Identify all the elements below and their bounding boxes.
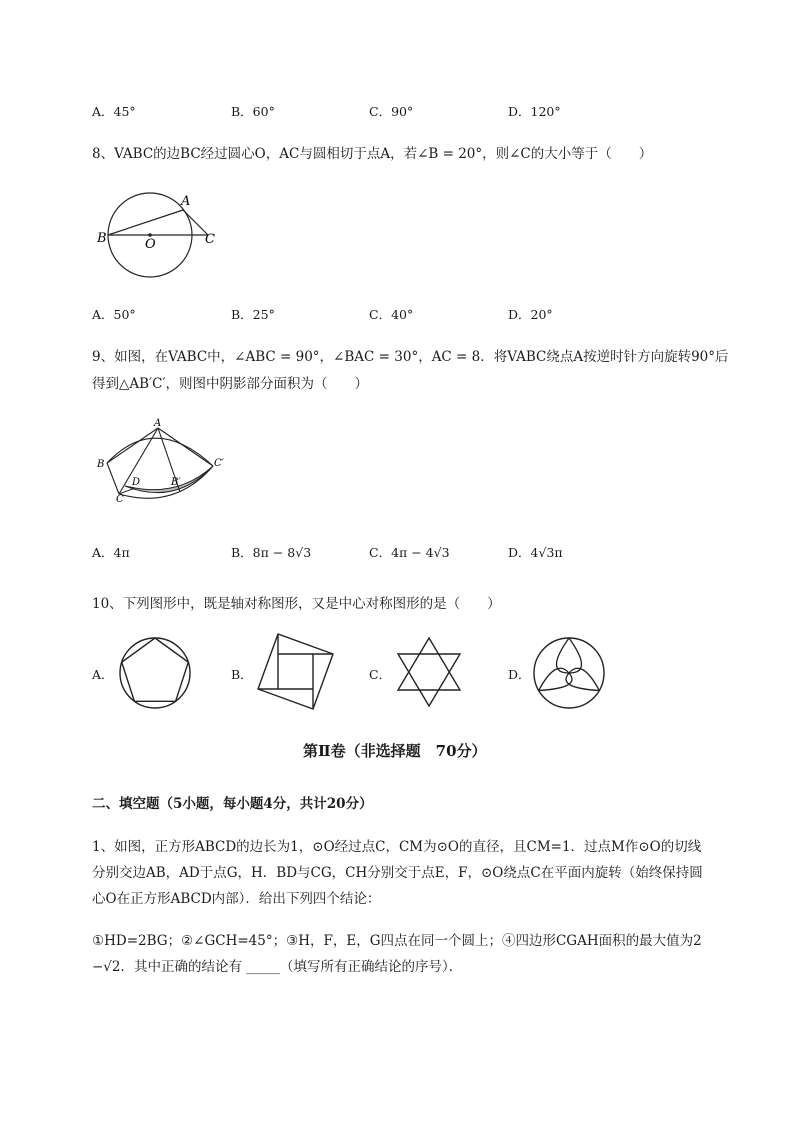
part2-title: 第Ⅱ卷（非选择题 70分） bbox=[303, 742, 487, 760]
hexagram-figure bbox=[394, 636, 464, 708]
q9-label-c-prime: C′ bbox=[214, 458, 224, 469]
q10-text: 10、下列图形中，既是轴对称图形，又是中心对称图形的是（ ） bbox=[92, 596, 501, 612]
q9-text-line2: 得到△AB′C′，则图中阴影部分面积为（ ） bbox=[92, 376, 369, 392]
square-pinwheel-figure bbox=[258, 634, 338, 714]
q7-option-d: D．120° bbox=[508, 104, 561, 119]
q10-option-b-label: B． bbox=[231, 667, 253, 682]
q9-figure bbox=[95, 420, 235, 510]
q8-label-b: B bbox=[97, 231, 107, 246]
q8-option-b: B．25° bbox=[231, 307, 275, 322]
part2-subtitle: 二、填空题（5小题，每小题4分，共计20分） bbox=[92, 796, 373, 812]
q9-label-c: C bbox=[116, 494, 124, 505]
q8-label-c: C bbox=[205, 232, 215, 247]
fill1-line3: 心O在正方形ABCD内部）．给出下列四个结论： bbox=[92, 891, 381, 907]
q10-option-c-label: C． bbox=[369, 667, 392, 682]
q7-option-a: A．45° bbox=[92, 104, 136, 119]
q10-option-d-label: D． bbox=[508, 667, 531, 682]
q8-option-c: C．40° bbox=[369, 307, 414, 322]
q9-text-line1: 9、如图，在VABC中，∠ABC = 90°，∠BAC = 30°，AC = 8．将VABC绕点A按逆时针方向旋转90°后 bbox=[92, 349, 729, 365]
q10-option-a-label: A． bbox=[92, 667, 114, 682]
q8-label-a: A bbox=[181, 194, 191, 209]
q7-option-b: B．60° bbox=[231, 104, 275, 119]
q9-option-c: C．4π − 4√3 bbox=[369, 545, 450, 560]
trefoil-in-circle-figure bbox=[532, 636, 606, 710]
q8-text: 8、VABC的边BC经过圆心O，AC与圆相切于点A，若∠B = 20°，则∠C的大小等于（ ） bbox=[92, 146, 653, 162]
q9-label-a: A bbox=[154, 418, 162, 429]
q8-label-o: O bbox=[145, 237, 156, 252]
q8-option-d: D．20° bbox=[508, 307, 553, 322]
q8-figure bbox=[95, 190, 225, 280]
pentagon-in-circle-figure bbox=[118, 636, 192, 710]
q9-option-b: B．8π − 8√3 bbox=[231, 545, 312, 560]
q9-label-d: D bbox=[132, 477, 141, 488]
q9-label-b: B bbox=[97, 459, 105, 470]
q9-option-d: D．4√3π bbox=[508, 545, 563, 560]
q7-option-c: C．90° bbox=[369, 104, 414, 119]
fill1-line4: ①HD=2BG；②∠GCH=45°；③H，F，E，G四点在同一个圆上；④四边形CGAH面积的最大值为2 bbox=[92, 933, 702, 949]
q9-option-a: A．4π bbox=[92, 545, 130, 560]
q9-label-b-prime: B′ bbox=[171, 477, 181, 488]
fill1-line5: −√2．其中正确的结论有 _____（填写所有正确结论的序号）． bbox=[92, 959, 463, 975]
fill1-line1: 1、如图，正方形ABCD的边长为1，⊙O经过点C，CM为⊙O的直径，且CM=1．过点M作⊙O的切线 bbox=[92, 839, 702, 855]
q8-option-a: A．50° bbox=[92, 307, 136, 322]
fill1-line2: 分别交边AB，AD于点G，H．BD与CG，CH分别交于点E，F，⊙O绕点C在平面内旋转（始终保持圆 bbox=[92, 865, 703, 881]
